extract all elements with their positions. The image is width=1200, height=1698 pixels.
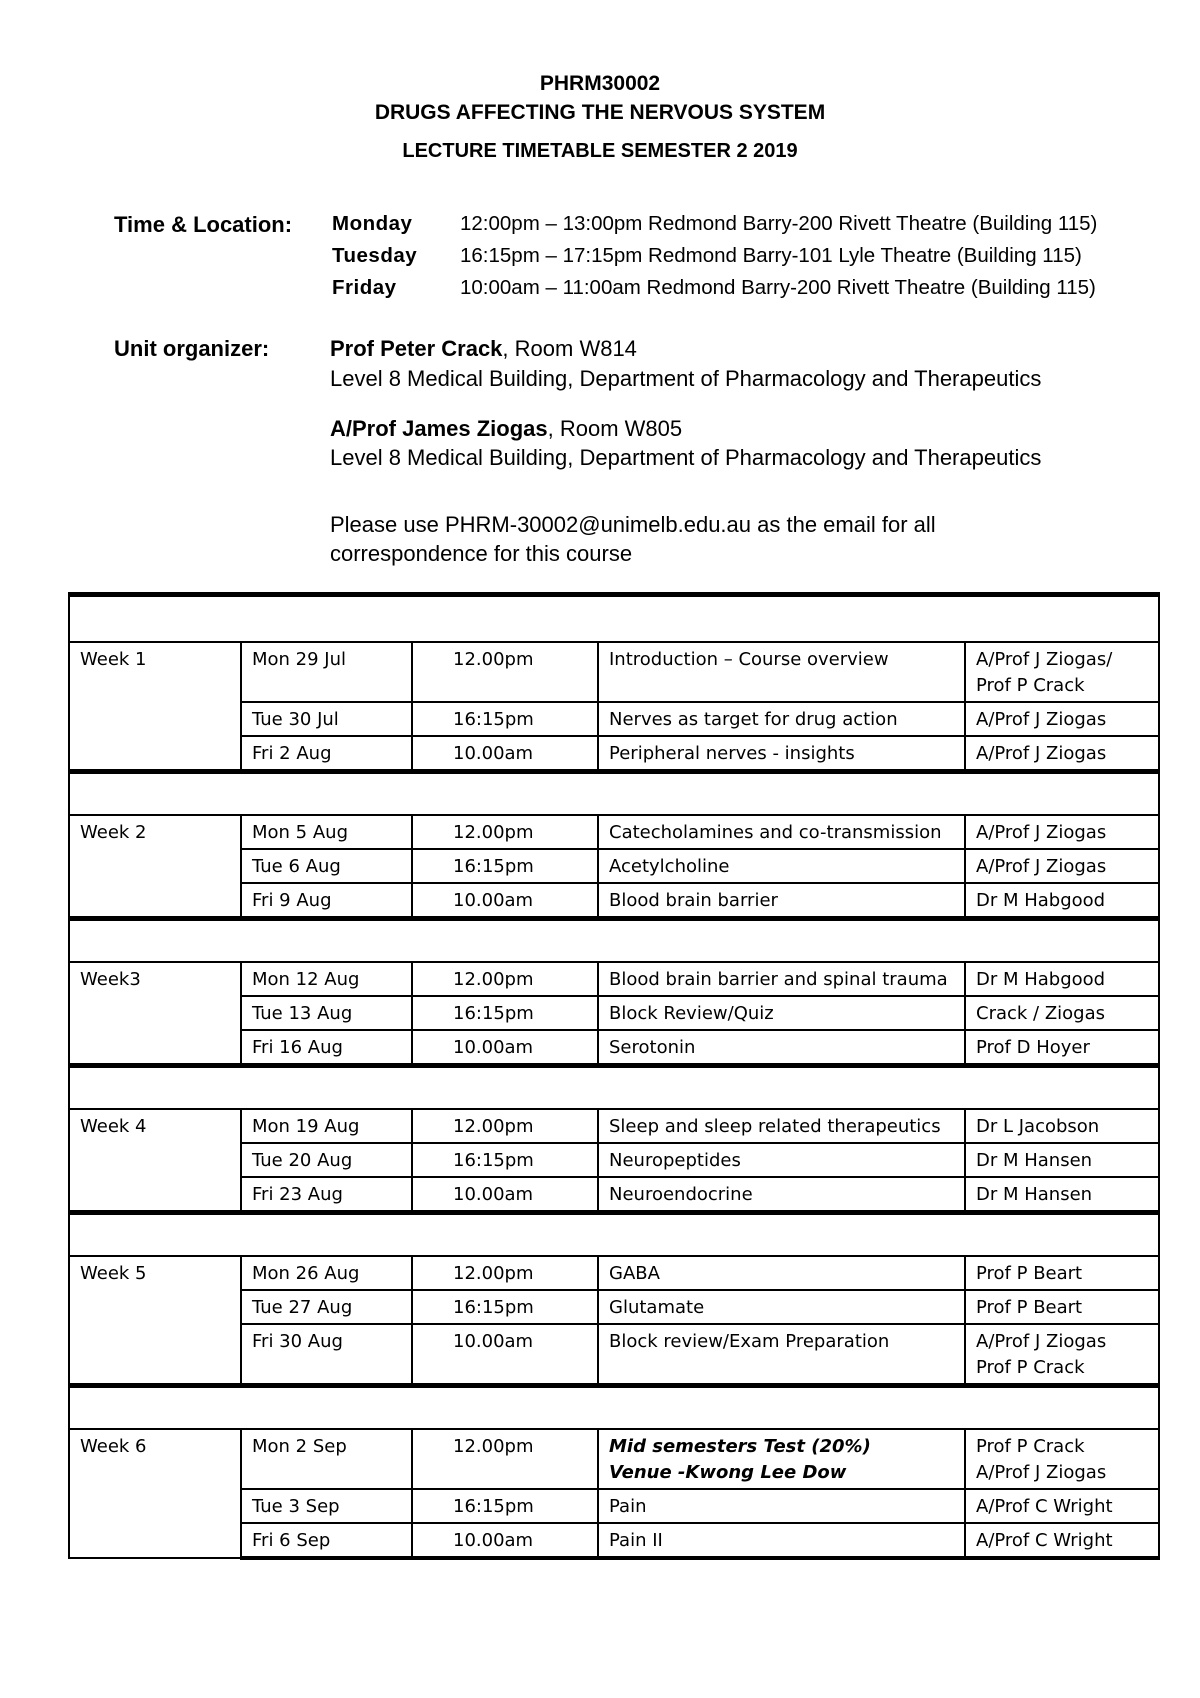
lecture-topic [598, 1256, 965, 1290]
lecture-topic-text: Catecholamines and co-transmission [609, 822, 942, 843]
week-separator [69, 772, 1159, 816]
lecture-date [241, 1523, 412, 1558]
lecture-date-text: Tue 3 Sep [252, 1496, 340, 1517]
lecture-time [412, 996, 598, 1030]
lecture-time [412, 1177, 598, 1213]
week-label: Week 1 [69, 642, 241, 772]
organizer-1-dept: Level 8 Medical Building, Department of Pharmacology and Therapeutics [330, 366, 1042, 391]
lecture-date [241, 849, 412, 883]
lecture-topic [598, 736, 965, 772]
lecture-date-text: Mon 19 Aug [252, 1116, 360, 1137]
lecture-time [412, 962, 598, 996]
lecture-date [241, 702, 412, 736]
lecture-time-text: 16:15pm [453, 1003, 534, 1024]
lecture-time [412, 1324, 598, 1386]
lecture-time-text: 16:15pm [453, 1496, 534, 1517]
lecture-date-text: Tue 6 Aug [252, 856, 341, 877]
unit-organizer-label: Unit organizer: [114, 336, 270, 361]
lecture-time [412, 702, 598, 736]
time-location-label: Time & Location: [114, 212, 293, 237]
lecture-row [69, 1109, 1159, 1143]
lecture-date-text: Fri 9 Aug [252, 890, 332, 911]
lecture-date-text: Tue 20 Aug [252, 1150, 353, 1171]
lecture-topic [598, 996, 965, 1030]
course-title: DRUGS AFFECTING THE NERVOUS SYSTEM [374, 101, 826, 124]
lecturer [965, 815, 1159, 849]
lecture-topic [598, 1030, 965, 1066]
week-separator [69, 1386, 1159, 1430]
week-label: Week 4 [69, 1109, 241, 1213]
lecture-date [241, 883, 412, 919]
lecture-topic [598, 642, 965, 702]
lecture-date-text: Fri 16 Aug [252, 1037, 343, 1058]
lecture-date [241, 1489, 412, 1523]
separator-cell [69, 595, 1159, 643]
lecturer-text: Dr M Habgood [976, 969, 1106, 990]
lecture-date-text: Mon 5 Aug [252, 822, 348, 843]
lecturer [965, 642, 1159, 702]
week-label: Week 6 [69, 1429, 241, 1558]
lecturer-text: Crack / Ziogas [976, 1003, 1106, 1024]
lecture-topic-venue: Venue -Kwong Lee Dow [609, 1462, 847, 1483]
lecture-time [412, 1290, 598, 1324]
lecture-topic-text: Peripheral nerves - insights [609, 743, 855, 764]
lecture-topic-text: Mid semesters Test (20%) [609, 1436, 871, 1457]
organizer-2-room: , Room W805 [547, 416, 683, 441]
lecturer-second: A/Prof J Ziogas [976, 1462, 1107, 1483]
lecture-date [241, 1030, 412, 1066]
lecture-time-text: 10.00am [453, 1331, 534, 1352]
lecture-time-text: 12.00pm [453, 1436, 534, 1457]
lecture-topic-text: Pain [609, 1496, 647, 1517]
lecture-date-text: Tue 13 Aug [252, 1003, 353, 1024]
lecture-topic-text: Block Review/Quiz [609, 1003, 774, 1024]
lecturer [965, 996, 1159, 1030]
lecture-row [69, 1256, 1159, 1290]
organizer-1-name: Prof Peter Crack [330, 336, 503, 361]
day-label: Monday [332, 212, 413, 235]
day-label: Tuesday [332, 244, 418, 267]
lecture-topic [598, 702, 965, 736]
lecture-topic-text: Blood brain barrier [609, 890, 778, 911]
lecture-time [412, 1030, 598, 1066]
lecture-topic [598, 849, 965, 883]
lecture-topic [598, 883, 965, 919]
lecture-date-text: Fri 23 Aug [252, 1184, 343, 1205]
lecturer [965, 962, 1159, 996]
separator-cell [69, 919, 1159, 963]
lecture-date-text: Mon 12 Aug [252, 969, 360, 990]
lecture-topic [598, 1523, 965, 1558]
lecturer [965, 736, 1159, 772]
lecturer-text: A/Prof J Ziogas [976, 709, 1107, 730]
lecture-date-text: Tue 30 Jul [252, 709, 339, 730]
lecture-time-text: 10.00am [453, 743, 534, 764]
lecturer [965, 1030, 1159, 1066]
separator-cell [69, 1386, 1159, 1430]
lecturer [965, 1143, 1159, 1177]
lecturer-text: A/Prof J Ziogas [976, 856, 1107, 877]
lecturer [965, 883, 1159, 919]
lecturer [965, 1489, 1159, 1523]
organizer-2 [330, 416, 682, 442]
lecture-topic-text: Block review/Exam Preparation [609, 1331, 890, 1352]
lecture-date [241, 815, 412, 849]
lecturer-text: A/Prof J Ziogas [976, 1331, 1107, 1352]
lecture-time [412, 849, 598, 883]
lecture-time-text: 12.00pm [453, 969, 534, 990]
lecturer [965, 1290, 1159, 1324]
lecturer-text: A/Prof J Ziogas/ [976, 649, 1113, 670]
lecture-row [69, 815, 1159, 849]
lecture-topic [598, 1109, 965, 1143]
lecture-date-text: Tue 27 Aug [252, 1297, 353, 1318]
lecturer [965, 1324, 1159, 1386]
lecture-date [241, 642, 412, 702]
week-separator [69, 919, 1159, 963]
organizer-1 [330, 336, 637, 362]
lecture-time-text: 10.00am [453, 890, 534, 911]
separator-cell [69, 772, 1159, 816]
week-label: Week 5 [69, 1256, 241, 1386]
lecture-topic-text: GABA [609, 1263, 660, 1284]
lecturer [965, 1256, 1159, 1290]
lecture-date-text: Fri 30 Aug [252, 1331, 343, 1352]
session-info: 12:00pm – 13:00pm Redmond Barry-200 Rivett Theatre (Building 115) [460, 212, 1098, 235]
lecture-topic-text: Glutamate [609, 1297, 705, 1318]
lecture-topic-text: Pain II [609, 1530, 663, 1551]
lecture-time [412, 1489, 598, 1523]
lecturer-text: Prof P Beart [976, 1263, 1083, 1284]
lecture-time-text: 12.00pm [453, 1263, 534, 1284]
lecture-topic [598, 1489, 965, 1523]
lecture-date [241, 1290, 412, 1324]
lecturer-text: A/Prof C Wright [976, 1496, 1113, 1517]
lecture-date-text: Fri 6 Sep [252, 1530, 331, 1551]
lecture-date [241, 962, 412, 996]
lecture-time-text: 12.00pm [453, 649, 534, 670]
lecture-date [241, 1177, 412, 1213]
lecture-date-text: Mon 2 Sep [252, 1436, 347, 1457]
week-label: Week3 [69, 962, 241, 1066]
week-label: Week 2 [69, 815, 241, 919]
lecturer-text: Dr L Jacobson [976, 1116, 1100, 1137]
lecture-date [241, 1143, 412, 1177]
lecture-row [69, 1429, 1159, 1489]
lecturer-text: A/Prof C Wright [976, 1530, 1113, 1551]
lecture-date-text: Mon 29 Jul [252, 649, 347, 670]
lecture-time [412, 883, 598, 919]
lecture-time-text: 10.00am [453, 1037, 534, 1058]
lecture-time-text: 16:15pm [453, 1150, 534, 1171]
lecture-date-text: Mon 26 Aug [252, 1263, 360, 1284]
lecture-time-text: 12.00pm [453, 1116, 534, 1137]
lecture-topic [598, 1324, 965, 1386]
lecture-date [241, 1429, 412, 1489]
lecturer [965, 1109, 1159, 1143]
lecturer-text: Prof P Crack [976, 1436, 1085, 1457]
lecturer [965, 1523, 1159, 1558]
separator-cell [69, 1213, 1159, 1257]
email-note-line-1: Please use PHRM-30002@unimelb.edu.au as the email for all [330, 512, 936, 537]
session-info: 10:00am – 11:00am Redmond Barry-200 Rivett Theatre (Building 115) [460, 276, 1096, 299]
organizer-1-room: , Room W814 [502, 336, 637, 361]
lecturer-text: Prof P Beart [976, 1297, 1083, 1318]
course-code: PHRM30002 [539, 72, 661, 95]
lecture-topic-text: Introduction – Course overview [609, 649, 889, 670]
lecture-time [412, 1429, 598, 1489]
lecture-topic [598, 815, 965, 849]
week-separator [69, 595, 1159, 643]
lecture-topic-text: Blood brain barrier and spinal trauma [609, 969, 948, 990]
lecture-topic-text: Nerves as target for drug action [609, 709, 898, 730]
lecture-date-text: Fri 2 Aug [252, 743, 332, 764]
lecturer-text: Dr M Hansen [976, 1150, 1093, 1171]
lecture-date [241, 1109, 412, 1143]
lecturer-text: Dr M Hansen [976, 1184, 1093, 1205]
day-label: Friday [332, 276, 397, 299]
lecture-topic [598, 962, 965, 996]
lecture-time [412, 1143, 598, 1177]
lecture-row [69, 642, 1159, 702]
lecturer [965, 849, 1159, 883]
lecturer-text: A/Prof J Ziogas [976, 743, 1107, 764]
lecture-date [241, 736, 412, 772]
organizer-2-dept: Level 8 Medical Building, Department of Pharmacology and Therapeutics [330, 445, 1042, 470]
lecture-time-text: 10.00am [453, 1184, 534, 1205]
separator-cell [69, 1066, 1159, 1110]
lecture-time [412, 1256, 598, 1290]
week-separator [69, 1213, 1159, 1257]
lecture-time [412, 642, 598, 702]
lecturer-text: A/Prof J Ziogas [976, 822, 1107, 843]
lecture-topic [598, 1429, 965, 1489]
lecture-topic-text: Neuroendocrine [609, 1184, 753, 1205]
lecturer [965, 702, 1159, 736]
lecture-date [241, 1256, 412, 1290]
lecturer-second: Prof P Crack [976, 1357, 1085, 1378]
lecture-time [412, 815, 598, 849]
session-info: 16:15pm – 17:15pm Redmond Barry-101 Lyle Theatre (Building 115) [460, 244, 1082, 267]
timetable-subtitle: LECTURE TIMETABLE SEMESTER 2 2019 [402, 140, 798, 162]
lecture-date [241, 1324, 412, 1386]
lecture-row [69, 962, 1159, 996]
lecture-timetable [68, 592, 1160, 1560]
lecture-time [412, 1523, 598, 1558]
lecture-topic [598, 1143, 965, 1177]
lecture-time-text: 16:15pm [453, 1297, 534, 1318]
lecture-topic-text: Acetylcholine [609, 856, 730, 877]
email-note-line-2: correspondence for this course [330, 541, 633, 566]
lecture-topic [598, 1177, 965, 1213]
lecture-time-text: 16:15pm [453, 709, 534, 730]
lecturer-text: Dr M Habgood [976, 890, 1106, 911]
organizer-2-name: A/Prof James Ziogas [330, 416, 548, 441]
lecturer-text: Prof D Hoyer [976, 1037, 1090, 1058]
lecture-topic [598, 1290, 965, 1324]
week-separator [69, 1066, 1159, 1110]
lecture-topic-text: Neuropeptides [609, 1150, 741, 1171]
lecture-topic-text: Sleep and sleep related therapeutics [609, 1116, 941, 1137]
lecture-time [412, 736, 598, 772]
lecturer-second: Prof P Crack [976, 675, 1085, 696]
lecture-time-text: 10.00am [453, 1530, 534, 1551]
lecture-time-text: 12.00pm [453, 822, 534, 843]
lecturer [965, 1429, 1159, 1489]
lecture-time-text: 16:15pm [453, 856, 534, 877]
lecture-time [412, 1109, 598, 1143]
lecture-topic-text: Serotonin [609, 1037, 696, 1058]
lecturer [965, 1177, 1159, 1213]
lecture-date [241, 996, 412, 1030]
